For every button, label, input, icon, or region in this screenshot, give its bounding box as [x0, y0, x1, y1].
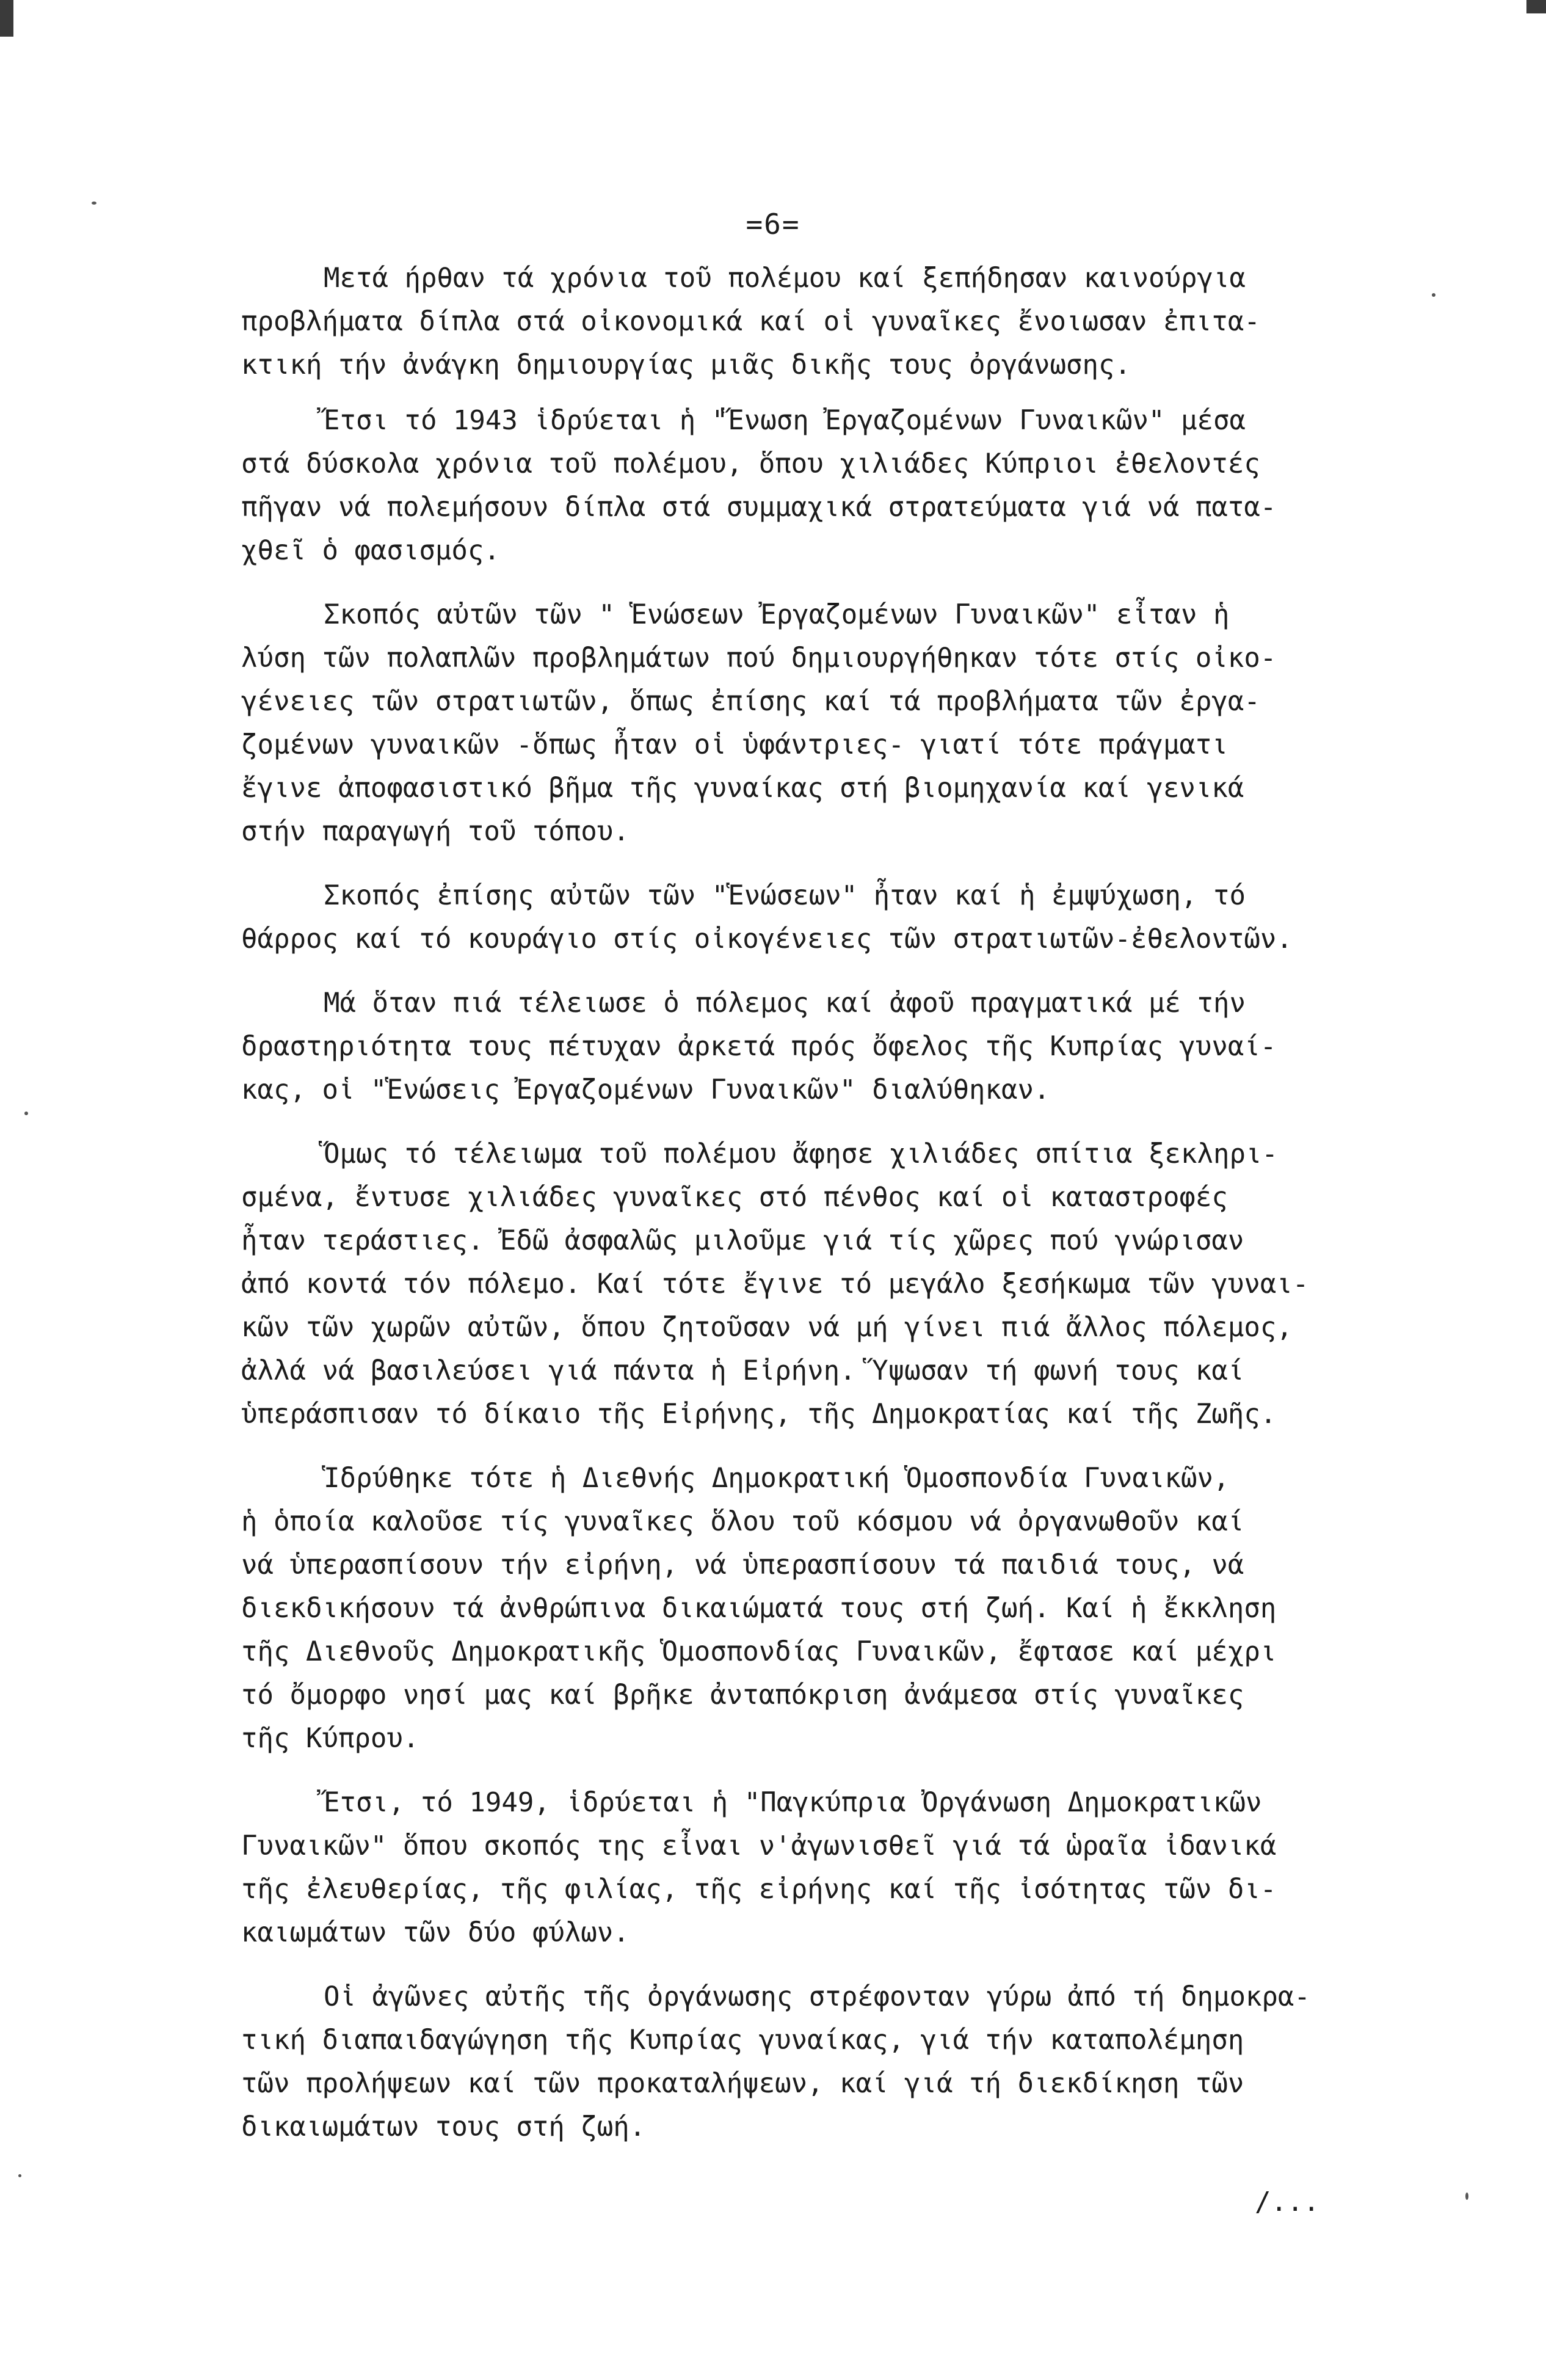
text-line: Μετά ήρθαν τά χρόνια τοῦ πολέμου καί ξεπήδησαν καινούργια — [324, 263, 1246, 294]
text-line: τική διαπαιδαγώγηση τῆς Κυπρίας γυναίκας, γιά τήν καταπολέμηση — [241, 2025, 1244, 2056]
scan-edge-mark — [0, 0, 13, 37]
text-line: Ἔτσι τό 1943 ἱδρύεται ἡ "Ἕνωση Ἐργαζομένων Γυναικῶν" μέσα — [324, 405, 1246, 436]
scan-speck — [18, 2174, 21, 2177]
text-line: προβλήματα δίπλα στά οἰκονομικά καί οἱ γυναῖκες ἔνοιωσαν ἐπιτα- — [241, 306, 1260, 337]
text-line: Ἱδρύθηκε τότε ἡ Διεθνής Δημοκρατική Ὁμοσπονδία Γυναικῶν, — [324, 1463, 1230, 1494]
text-line: Γυναικῶν" ὅπου σκοπός της εἶναι ν'ἀγωνισθεῖ γιά τά ὡραῖα ἰδανικά — [241, 1830, 1277, 1861]
paragraph — [241, 874, 1450, 961]
paragraph — [241, 1781, 1450, 1954]
paragraph — [241, 1132, 1450, 1436]
text-line: Ὅμως τό τέλειωμα τοῦ πολέμου ἄφησε χιλιάδες σπίτια ξεκληρι- — [324, 1138, 1278, 1170]
text-line: κας, οἱ "Ἑνώσεις Ἐργαζομένων Γυναικῶν" διαλύθηκαν. — [241, 1074, 1050, 1105]
paragraph — [241, 1457, 1450, 1760]
text-line: Μά ὅταν πιά τέλειωσε ὁ πόλεμος καί ἀφοῦ πραγματικά μέ τήν — [324, 988, 1246, 1019]
text-line: Σκοπός αὐτῶν τῶν " Ἑνώσεων Ἐργαζομένων Γυναικῶν" εἶταν ἡ — [324, 599, 1230, 630]
text-line: τῆς Διεθνοῦς Δημοκρατικῆς Ὁμοσπονδίας Γυναικῶν, ἔφτασε καί μέχρι — [241, 1636, 1277, 1667]
text-line: στά δύσκολα χρόνια τοῦ πολέμου, ὅπου χιλιάδες Κύπριοι ἐθελοντές — [241, 448, 1260, 479]
paragraph — [241, 593, 1450, 853]
text-line: τῶν προλήψεων καί τῶν προκαταλήψεων, καί γιά τή διεκδίκηση τῶν — [241, 2068, 1244, 2099]
paragraph — [241, 981, 1450, 1112]
document-body — [241, 257, 1450, 2149]
text-line: διεκδικήσουν τά ἀνθρώπινα δικαιώματά τους στή ζωή. Καί ἡ ἔκκληση — [241, 1593, 1277, 1624]
text-line: ὑπεράσπισαν τό δίκαιο τῆς Εἰρήνης, τῆς Δημοκρατίας καί τῆς Ζωῆς. — [241, 1399, 1277, 1430]
continuation-mark: /... — [1255, 2186, 1319, 2218]
text-line: στήν παραγωγή τοῦ τόπου. — [241, 816, 630, 847]
text-line: Σκοπός ἐπίσης αὐτῶν τῶν "Ἑνώσεων" ἦταν καί ἡ ἐμψύχωση, τό — [324, 880, 1246, 911]
scan-edge-mark — [1526, 0, 1546, 13]
text-line: κῶν τῶν χωρῶν αὐτῶν, ὅπου ζητοῦσαν νά μή γίνει πιά ἄλλος πόλεμος, — [241, 1312, 1293, 1343]
text-line: κτική τήν ἀνάγκη δημιουργίας μιᾶς δικῆς τους ὀργάνωσης. — [241, 349, 1131, 380]
text-line: τό ὄμορφο νησί μας καί βρῆκε ἀνταπόκριση ἀνάμεσα στίς γυναῖκες — [241, 1679, 1244, 1711]
text-line: σμένα, ἔντυσε χιλιάδες γυναῖκες στό πένθος καί οἱ καταστροφές — [241, 1182, 1228, 1213]
text-line: νά ὑπερασπίσουν τήν εἰρήνη, νά ὑπερασπίσουν τά παιδιά τους, νά — [241, 1549, 1244, 1581]
text-line: τῆς ἐλευθερίας, τῆς φιλίας, τῆς εἰρήνης καί τῆς ἰσότητας τῶν δι- — [241, 1874, 1277, 1905]
text-line: λύση τῶν πολαπλῶν προβλημάτων πού δημιουργήθηκαν τότε στίς οἰκο- — [241, 642, 1277, 674]
paragraph — [241, 399, 1450, 572]
text-line: θάρρος καί τό κουράγιο στίς οἰκογένειες τῶν στρατιωτῶν-ἐθελοντῶν. — [241, 923, 1293, 955]
scan-speck — [1465, 2193, 1468, 2200]
text-line: ἔγινε ἀποφασιστικό βῆμα τῆς γυναίκας στή βιομηχανία καί γενικά — [241, 773, 1244, 804]
text-line: ἀλλά νά βασιλεύσει γιά πάντα ἡ Εἰρήνη. Ὕψωσαν τή φωνή τους καί — [241, 1355, 1244, 1386]
paragraph — [241, 1975, 1450, 2149]
text-line: πῆγαν νά πολεμήσουν δίπλα στά συμμαχικά στρατεύματα γιά νά πατα- — [241, 492, 1277, 523]
text-line: δραστηριότητα τους πέτυχαν ἀρκετά πρός ὄφελος τῆς Κυπρίας γυναί- — [241, 1031, 1277, 1062]
scan-speck — [24, 1112, 28, 1115]
scan-speck — [92, 202, 96, 205]
text-line: Ἔτσι, τό 1949, ἱδρύεται ἡ "Παγκύπρια Ὀργάνωση Δημοκρατικῶν — [324, 1787, 1262, 1818]
text-line: χθεῖ ὁ φασισμός. — [241, 535, 500, 566]
text-line: γένειες τῶν στρατιωτῶν, ὅπως ἐπίσης καί τά προβλήματα τῶν ἐργα- — [241, 686, 1260, 717]
paragraph — [241, 257, 1450, 387]
text-line: τῆς Κύπρου. — [241, 1723, 419, 1754]
text-line: Οἱ ἀγῶνες αὐτῆς τῆς ὀργάνωσης στρέφονταν γύρω ἀπό τή δημοκρα- — [324, 1981, 1310, 2012]
text-line: ἀπό κοντά τόν πόλεμο. Καί τότε ἔγινε τό μεγάλο ξεσήκωμα τῶν γυναι- — [241, 1268, 1309, 1300]
text-line: ἡ ὁποία καλοῦσε τίς γυναῖκες ὅλου τοῦ κόσμου νά ὀργανωθοῦν καί — [241, 1506, 1244, 1537]
text-line: καιωμάτων τῶν δύο φύλων. — [241, 1917, 630, 1948]
text-line: ἦταν τεράστιες. Ἐδῶ ἀσφαλῶς μιλοῦμε γιά τίς χῶρες πού γνώρισαν — [241, 1225, 1244, 1256]
text-line: δικαιωμάτων τους στή ζωή. — [241, 2111, 646, 2142]
page-number: =6= — [746, 208, 800, 241]
text-line: ζομένων γυναικῶν -ὅπως ἦταν οἱ ὑφάντριες- γιατί τότε πράγματι — [241, 729, 1228, 760]
